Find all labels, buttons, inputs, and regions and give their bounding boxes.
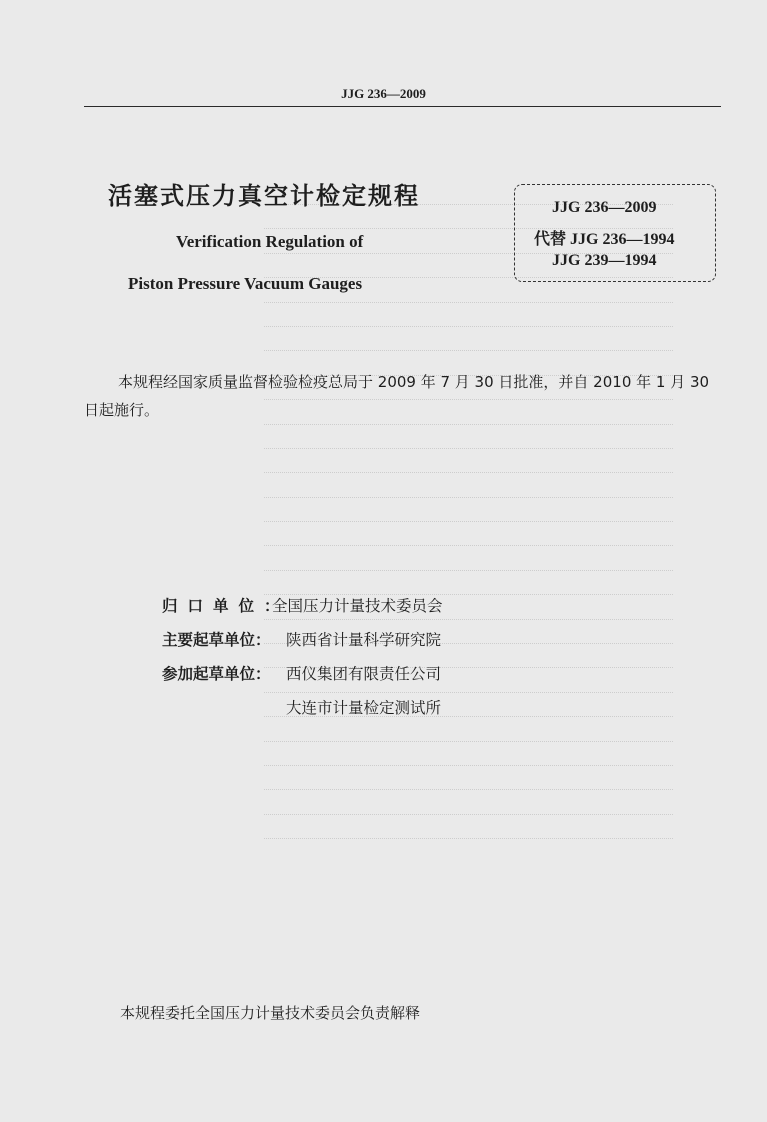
participating-drafter-row-2 (162, 696, 441, 718)
centralized-unit-row (162, 594, 443, 616)
main-drafter-label: 主要起草单位： (162, 631, 271, 649)
document-title-cn: 活塞式压力真空计检定规程 (108, 182, 420, 210)
replaces-code: 代替 JJG 236—1994 (534, 231, 675, 248)
header-standard-code: JJG 236—2009 (341, 86, 426, 101)
participating-drafter-label: 参加起草单位： (162, 665, 271, 683)
participating-drafter-row (162, 662, 441, 684)
replaces-code-2: JJG 239—1994 (552, 252, 657, 269)
centralized-unit-label: 归口单位： (162, 597, 290, 615)
bleed-through-toc (84, 196, 721, 855)
main-drafter-value: 陕西省计量科学研究院 (286, 631, 442, 649)
approval-statement (84, 368, 724, 424)
approval-text: 本规程经国家质量监督检验检疫总局于 2009 年 7 月 30 日批准，并自 2010 年 1 月 30 日起施行。 (84, 373, 710, 419)
participating-drafter-value-2: 大连市计量检定测试所 (286, 699, 442, 717)
participating-drafter-value-1: 西仪集团有限责任公司 (286, 665, 442, 683)
header-divider (84, 106, 721, 107)
current-code: JJG 236—2009 (552, 199, 657, 216)
document-title-en-line2: Piston Pressure Vacuum Gauges (128, 274, 363, 293)
document-title-en-line1: Verification Regulation of (176, 232, 364, 251)
interpretation-note: 本规程委托全国压力计量技术委员会负责解释 (120, 1004, 421, 1022)
main-drafter-row (162, 628, 441, 650)
centralized-unit-value: 全国压力计量技术委员会 (272, 597, 443, 615)
